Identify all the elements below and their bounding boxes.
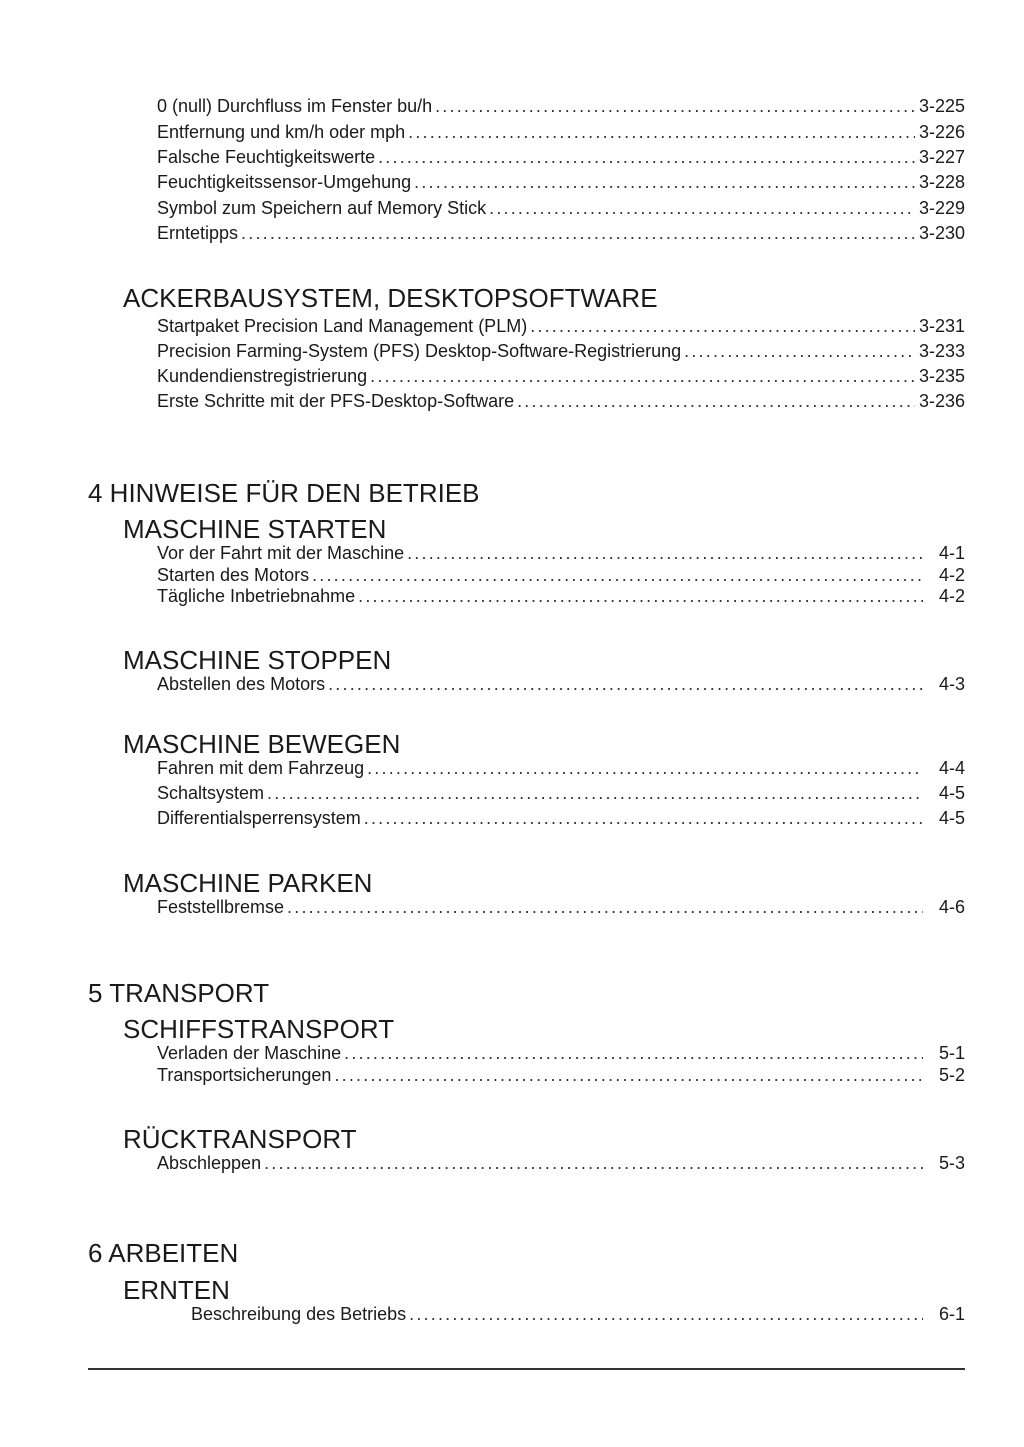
toc-entry[interactable] [157,672,965,696]
toc-entry-title: Startpaket Precision Land Management (PLM) [157,316,528,336]
toc-entry-page: 4-5 [938,808,965,828]
section-heading-maschine-parken: MASCHINE PARKEN [123,868,373,898]
toc-entry-title: Differentialsperrensystem [157,808,361,828]
toc-leader-dots [414,170,915,194]
toc-entry-page: 5-2 [938,1065,965,1085]
section-heading-maschine-bewegen: MASCHINE BEWEGEN [123,729,401,759]
toc-entry-title: Transportsicherungen [157,1065,332,1085]
toc-entry-page: 5-3 [938,1153,965,1173]
toc-entry[interactable] [157,221,965,245]
toc-leader-dots [684,339,915,363]
toc-entry[interactable] [157,806,965,830]
toc-entry-page: 3-226 [918,122,965,142]
toc-entry-title: Starten des Motors [157,565,310,585]
toc-entry-title: Verladen der Maschine [157,1043,342,1063]
toc-entry-page: 4-2 [938,586,965,606]
toc-entry-page: 5-1 [938,1043,965,1063]
toc-entry[interactable] [157,781,965,805]
toc-leader-dots [334,1063,923,1087]
toc-entry-title: Kundendienstregistrierung [157,366,368,386]
toc-entry-title: Falsche Feuchtigkeitswerte [157,147,376,167]
section-heading-maschine-starten: MASCHINE STARTEN [123,514,387,544]
toc-entry-title: Abstellen des Motors [157,674,326,694]
chapter-heading-6: 6 ARBEITEN [88,1238,239,1268]
toc-entry-title: Schaltsystem [157,783,265,803]
toc-entry[interactable] [157,541,965,565]
toc-entry[interactable] [157,389,965,413]
toc-entry-title: 0 (null) Durchfluss im Fenster bu/h [157,96,433,116]
toc-entry-page: 4-5 [938,783,965,803]
toc-entry-page: 3-231 [918,316,965,336]
toc-leader-dots [409,1302,923,1326]
toc-leader-dots [530,314,915,338]
toc-leader-dots [267,781,923,805]
footer-divider [88,1368,965,1370]
toc-entry-title: Feststellbremse [157,897,285,917]
toc-entry-page: 3-236 [918,391,965,411]
toc-entry-page: 3-229 [918,198,965,218]
toc-leader-dots [358,584,923,608]
toc-leader-dots [517,389,915,413]
toc-leader-dots [489,196,915,220]
toc-entry-page: 4-6 [938,897,965,917]
toc-entry-title: Entfernung und km/h oder mph [157,122,406,142]
toc-entry[interactable] [157,364,965,388]
toc-entry-page: 3-227 [918,147,965,167]
toc-leader-dots [378,145,915,169]
toc-entry-title: Abschleppen [157,1153,262,1173]
toc-leader-dots [328,672,923,696]
toc-entry-title: Symbol zum Speichern auf Memory Stick [157,198,487,218]
toc-entry-page: 3-228 [918,172,965,192]
section-heading-ruecktransport: RÜCKTRANSPORT [123,1124,357,1154]
toc-entry-page: 4-4 [938,758,965,778]
chapter-heading-4: 4 HINWEISE FÜR DEN BETRIEB [88,478,480,508]
toc-leader-dots [407,541,923,565]
section-heading-maschine-stoppen: MASCHINE STOPPEN [123,645,392,675]
toc-leader-dots [287,895,923,919]
toc-entry[interactable] [157,314,965,338]
toc-entry-title: Vor der Fahrt mit der Maschine [157,543,405,563]
toc-leader-dots [241,221,915,245]
toc-entry-title: Feuchtigkeitssensor-Umgehung [157,172,412,192]
toc-leader-dots [370,364,915,388]
toc-leader-dots [264,1151,923,1175]
toc-entry[interactable] [157,1151,965,1175]
toc-entry[interactable] [157,1041,965,1065]
section-heading-ackerbausystem: ACKERBAUSYSTEM, DESKTOPSOFTWARE [123,283,658,313]
toc-leader-dots [364,806,923,830]
toc-entry[interactable] [157,584,965,608]
toc-entry-page: 4-3 [938,674,965,694]
toc-entry-title: Erste Schritte mit der PFS-Desktop-Software [157,391,515,411]
toc-entry-page: 6-1 [938,1304,965,1324]
toc-entry-page: 3-225 [918,96,965,116]
toc-entry-page: 3-230 [918,223,965,243]
chapter-heading-5: 5 TRANSPORT [88,978,270,1008]
toc-entry[interactable] [157,196,965,220]
toc-entry[interactable] [157,170,965,194]
toc-entry[interactable] [157,145,965,169]
toc-entry[interactable] [157,756,965,780]
toc-leader-dots [367,756,923,780]
toc-entry[interactable] [157,895,965,919]
toc-entry-title: Tägliche Inbetriebnahme [157,586,356,606]
toc-entry-page: 3-235 [918,366,965,386]
toc-leader-dots [435,94,915,118]
toc-leader-dots [344,1041,923,1065]
section-heading-ernten: ERNTEN [123,1275,230,1305]
toc-entry[interactable] [157,120,965,144]
toc-entry[interactable] [157,339,965,363]
toc-leader-dots [408,120,915,144]
toc-entry-page: 3-233 [918,341,965,361]
toc-entry[interactable] [157,94,965,118]
toc-entry-page: 4-2 [938,565,965,585]
toc-entry[interactable] [191,1302,965,1326]
toc-entry-title: Beschreibung des Betriebs [191,1304,407,1324]
toc-entry-title: Erntetipps [157,223,239,243]
section-heading-schiffstransport: SCHIFFSTRANSPORT [123,1014,395,1044]
toc-entry[interactable] [157,1063,965,1087]
toc-entry-page: 4-1 [938,543,965,563]
toc-entry-title: Fahren mit dem Fahrzeug [157,758,365,778]
toc-entry-title: Precision Farming-System (PFS) Desktop-Software-Registrierung [157,341,682,361]
